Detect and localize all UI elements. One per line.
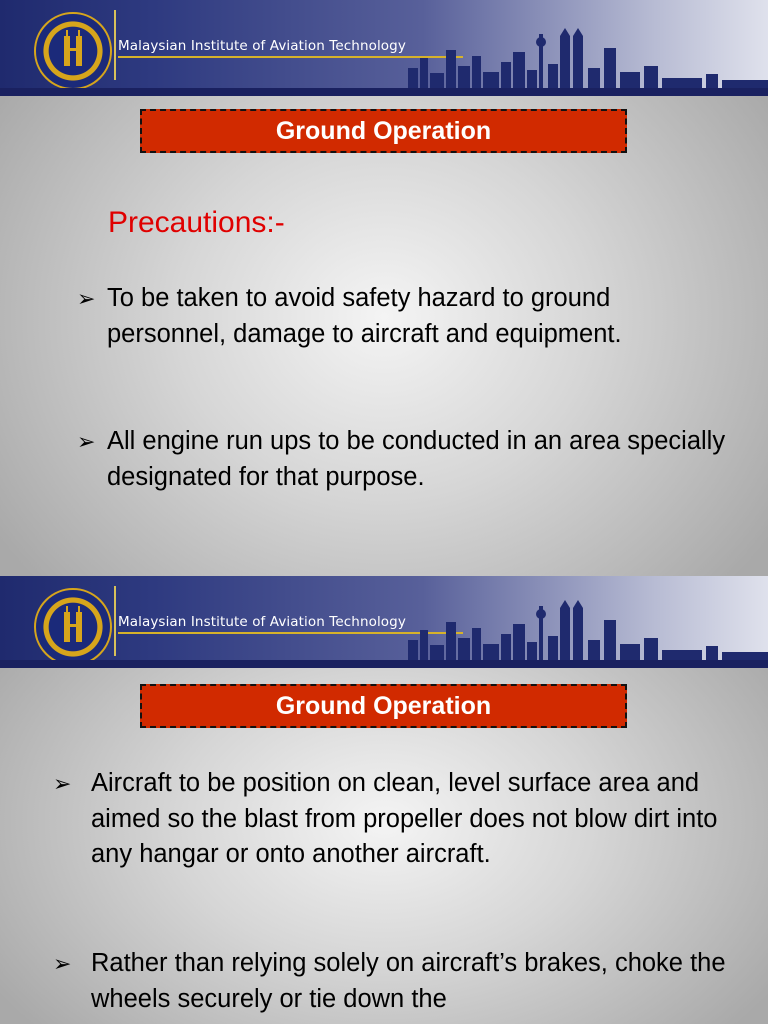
slide-title-box <box>140 684 627 728</box>
slide-header <box>0 576 768 668</box>
bullet-text: Aircraft to be position on clean, level surface area and aimed so the blast from propeller does not blow dirt into any hangar or onto another aircraft. <box>91 769 718 868</box>
city-skyline-icon <box>408 28 768 90</box>
slide-title: Ground Operation <box>275 691 492 720</box>
slide-2 <box>0 576 768 1024</box>
institute-logo <box>34 12 112 90</box>
institute-logo <box>34 588 112 666</box>
header-divider <box>114 10 116 80</box>
bullet-item <box>53 946 741 1017</box>
towers-emblem-icon <box>57 30 89 68</box>
header-divider <box>114 586 116 656</box>
slide-title: Ground Operation <box>275 116 492 145</box>
bullet-text: All engine run ups to be conducted in an area specially designated for that purpose. <box>107 427 726 491</box>
organization-name: Malaysian Institute of Aviation Technology <box>118 614 406 630</box>
bullet-text: To be taken to avoid safety hazard to ground personnel, damage to aircraft and equipment. <box>107 284 622 348</box>
arrow-bullet-icon: ➢ <box>53 951 72 976</box>
header-bottom-bar <box>0 660 768 668</box>
slide-title-box <box>140 109 627 153</box>
bullet-text: Rather than relying solely on aircraft’s brakes, choke the wheels securely or tie down the <box>91 949 726 1013</box>
bullet-item <box>77 281 727 352</box>
arrow-bullet-icon: ➢ <box>77 286 96 311</box>
bullet-item <box>77 424 727 495</box>
subheading: Precautions:- <box>108 206 285 239</box>
bullet-item <box>53 766 741 873</box>
city-skyline-icon <box>408 600 768 662</box>
organization-name: Malaysian Institute of Aviation Technology <box>118 38 406 54</box>
towers-emblem-icon <box>57 606 89 644</box>
arrow-bullet-icon: ➢ <box>77 429 96 454</box>
slide-header <box>0 0 768 96</box>
header-bottom-bar <box>0 88 768 96</box>
arrow-bullet-icon: ➢ <box>53 771 72 796</box>
